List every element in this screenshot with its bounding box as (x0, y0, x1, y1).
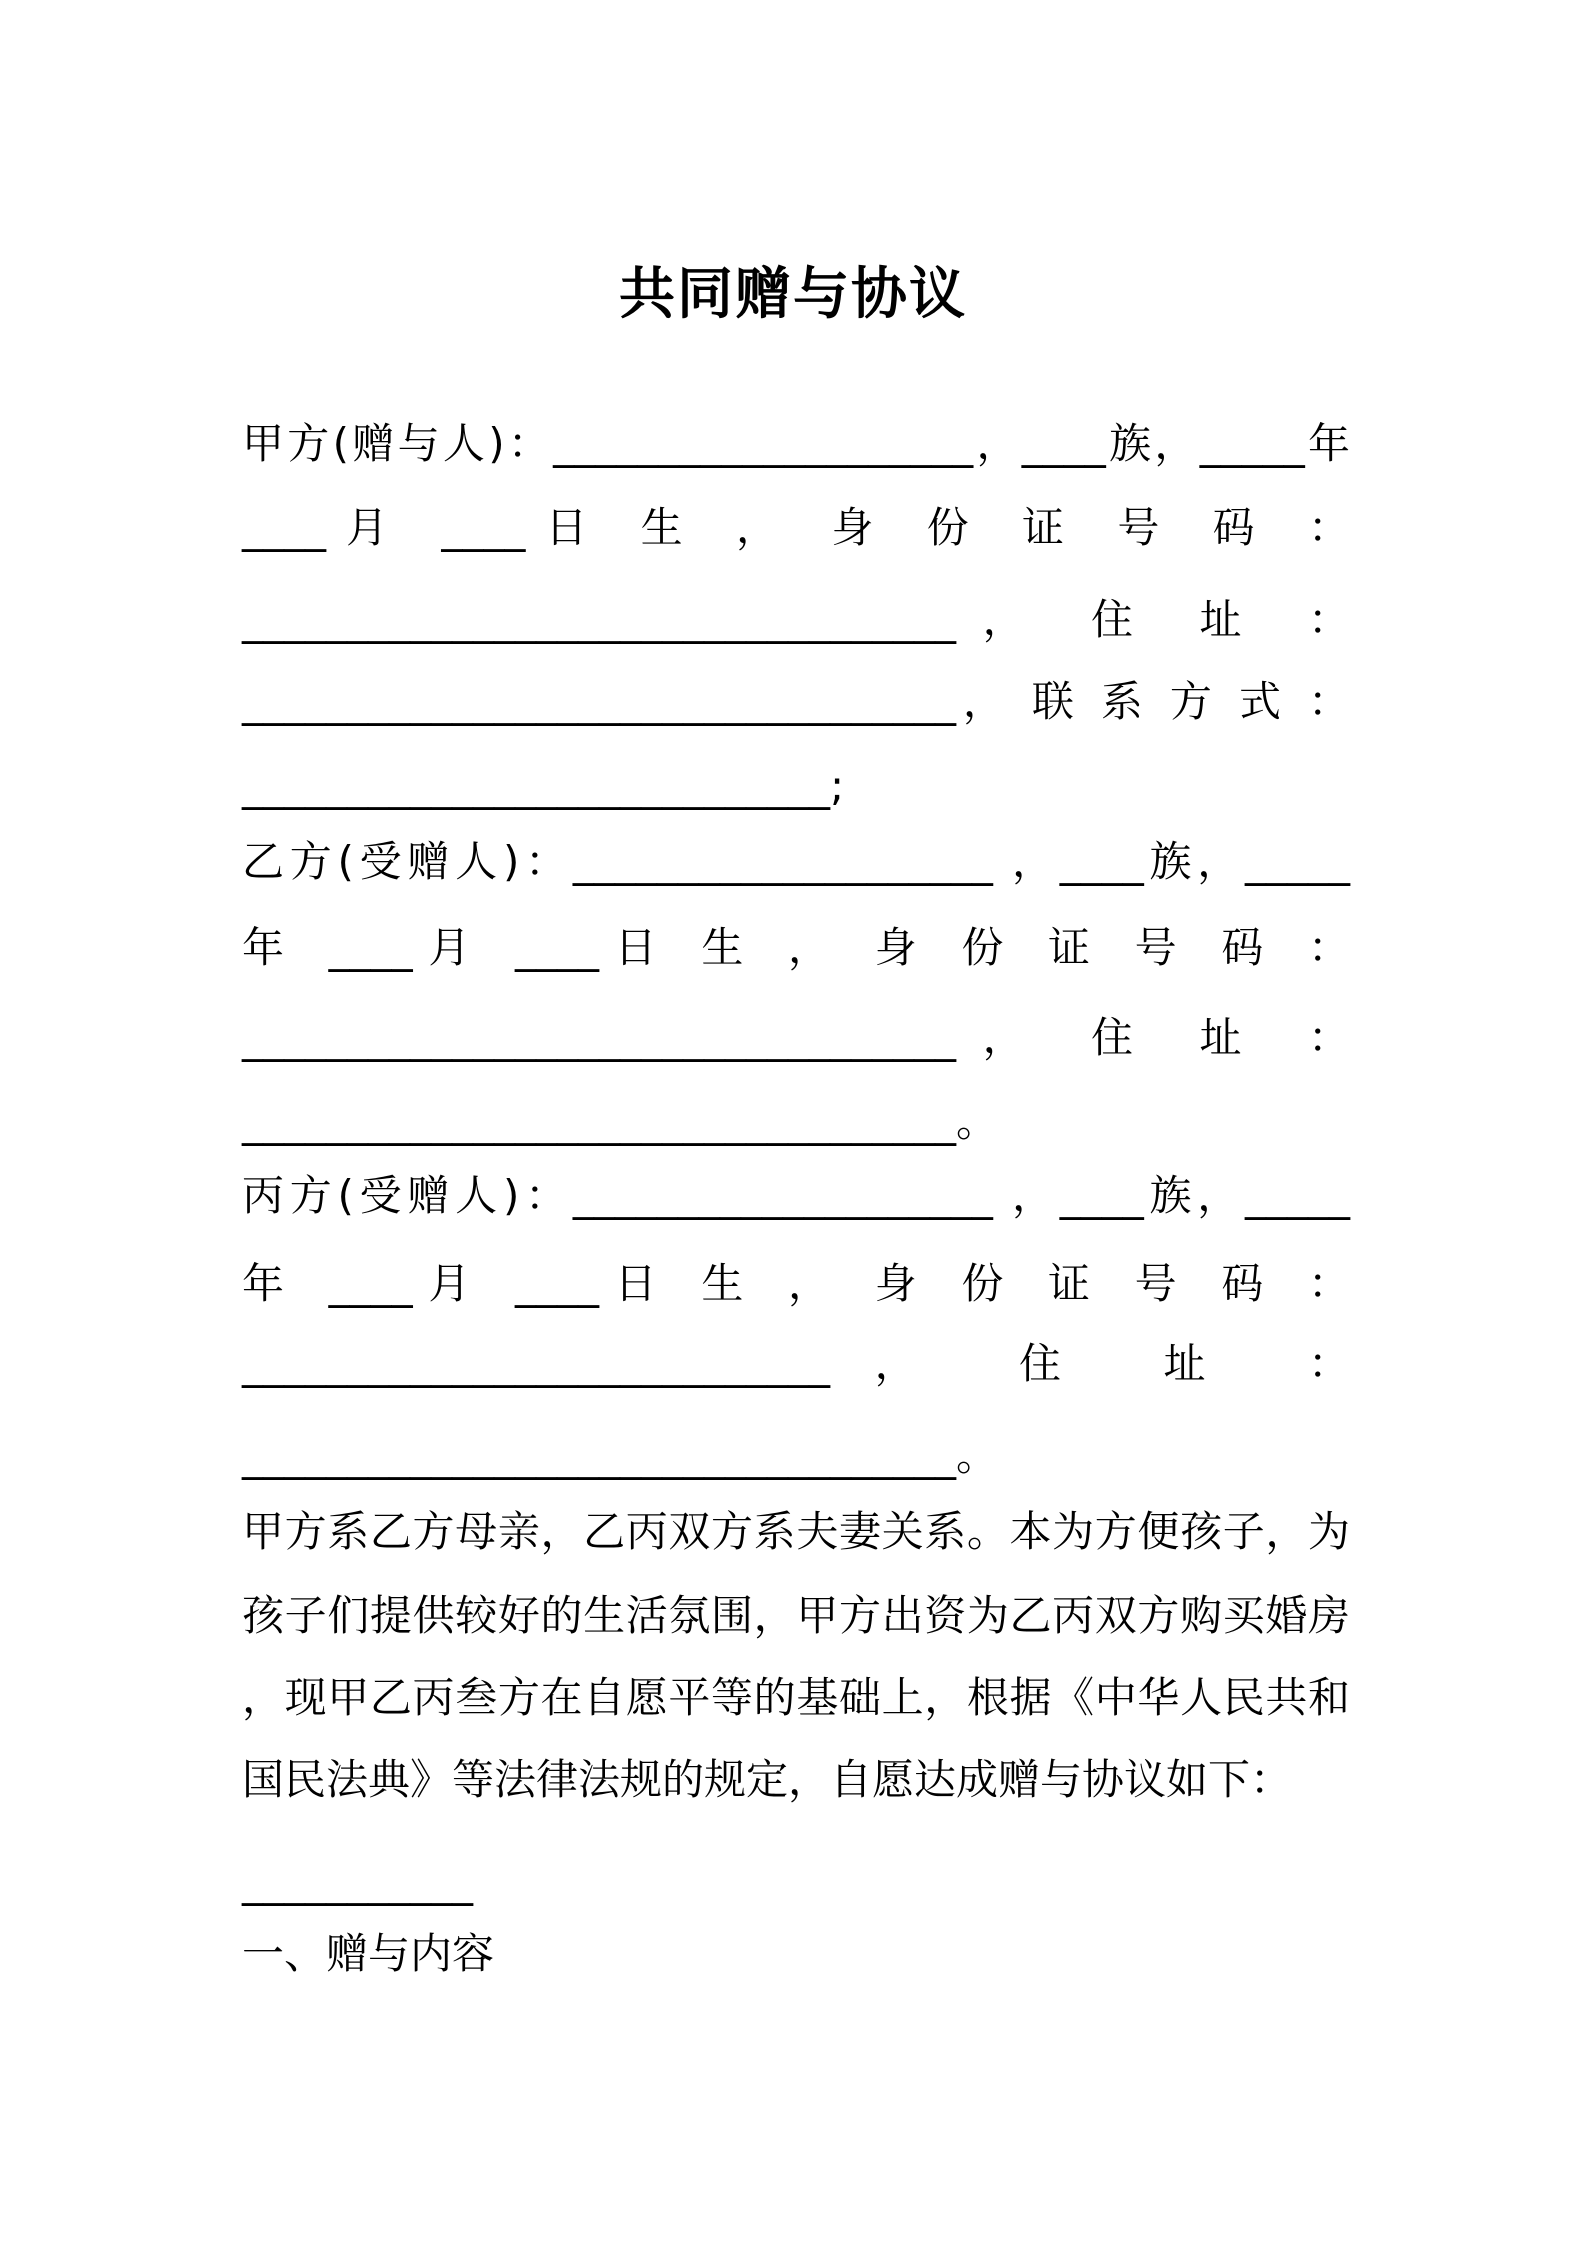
party-a-address-line: __________________________________， 住 址 ： (242, 595, 1350, 644)
preamble-line-3: ，现甲乙丙叁方在自愿平等的基础上，根据《中华人民共和 (242, 1673, 1350, 1722)
party-a-birth-id-line: ____月 ____日 生 ， 身 份 证 号 码 ： (242, 503, 1350, 552)
party-b-name-line: 乙方(受赠人)：____________________ ，____族，_____ (242, 837, 1350, 886)
party-a-name-line: 甲方(赠与人)：____________________，____族，_____年 (242, 419, 1350, 468)
party-b-address-blank-line: __________________________________。 (242, 1097, 999, 1146)
party-a-contact-line: __________________________________， 联 系 方 式 ： (242, 677, 1350, 726)
preamble-line-2: 孩子们提供较好的生活氛围，甲方出资为乙丙双方购买婚房 (242, 1591, 1350, 1640)
party-c-address-line: ____________________________， 住 址 ： (242, 1339, 1350, 1388)
section-heading: 一、赠与内容 (242, 1929, 495, 1978)
party-c-name-line: 丙方(受赠人)：____________________ ，____族，_____ (242, 1171, 1350, 1220)
preamble-line-1: 甲方系乙方母亲，乙丙双方系夫妻关系。本为方便孩子，为 (242, 1507, 1350, 1556)
party-a-contact-blank-line: ____________________________; (242, 761, 845, 810)
party-c-birth-id-line: 年 ____月 ____日 生 ， 身 份 证 号 码 ： (242, 1259, 1350, 1308)
preamble-line-4: 国民法典》等法律法规的规定，自愿达成赠与协议如下： (242, 1755, 1293, 1804)
party-b-birth-id-line: 年 ____月 ____日 生 ， 身 份 证 号 码 ： (242, 923, 1350, 972)
document-title: 共同赠与协议 (619, 262, 967, 327)
party-c-address-blank-line: __________________________________。 (242, 1431, 999, 1480)
blank-line: ___________ (242, 1857, 473, 1906)
party-b-address-line: __________________________________， 住 址 ： (242, 1013, 1350, 1062)
